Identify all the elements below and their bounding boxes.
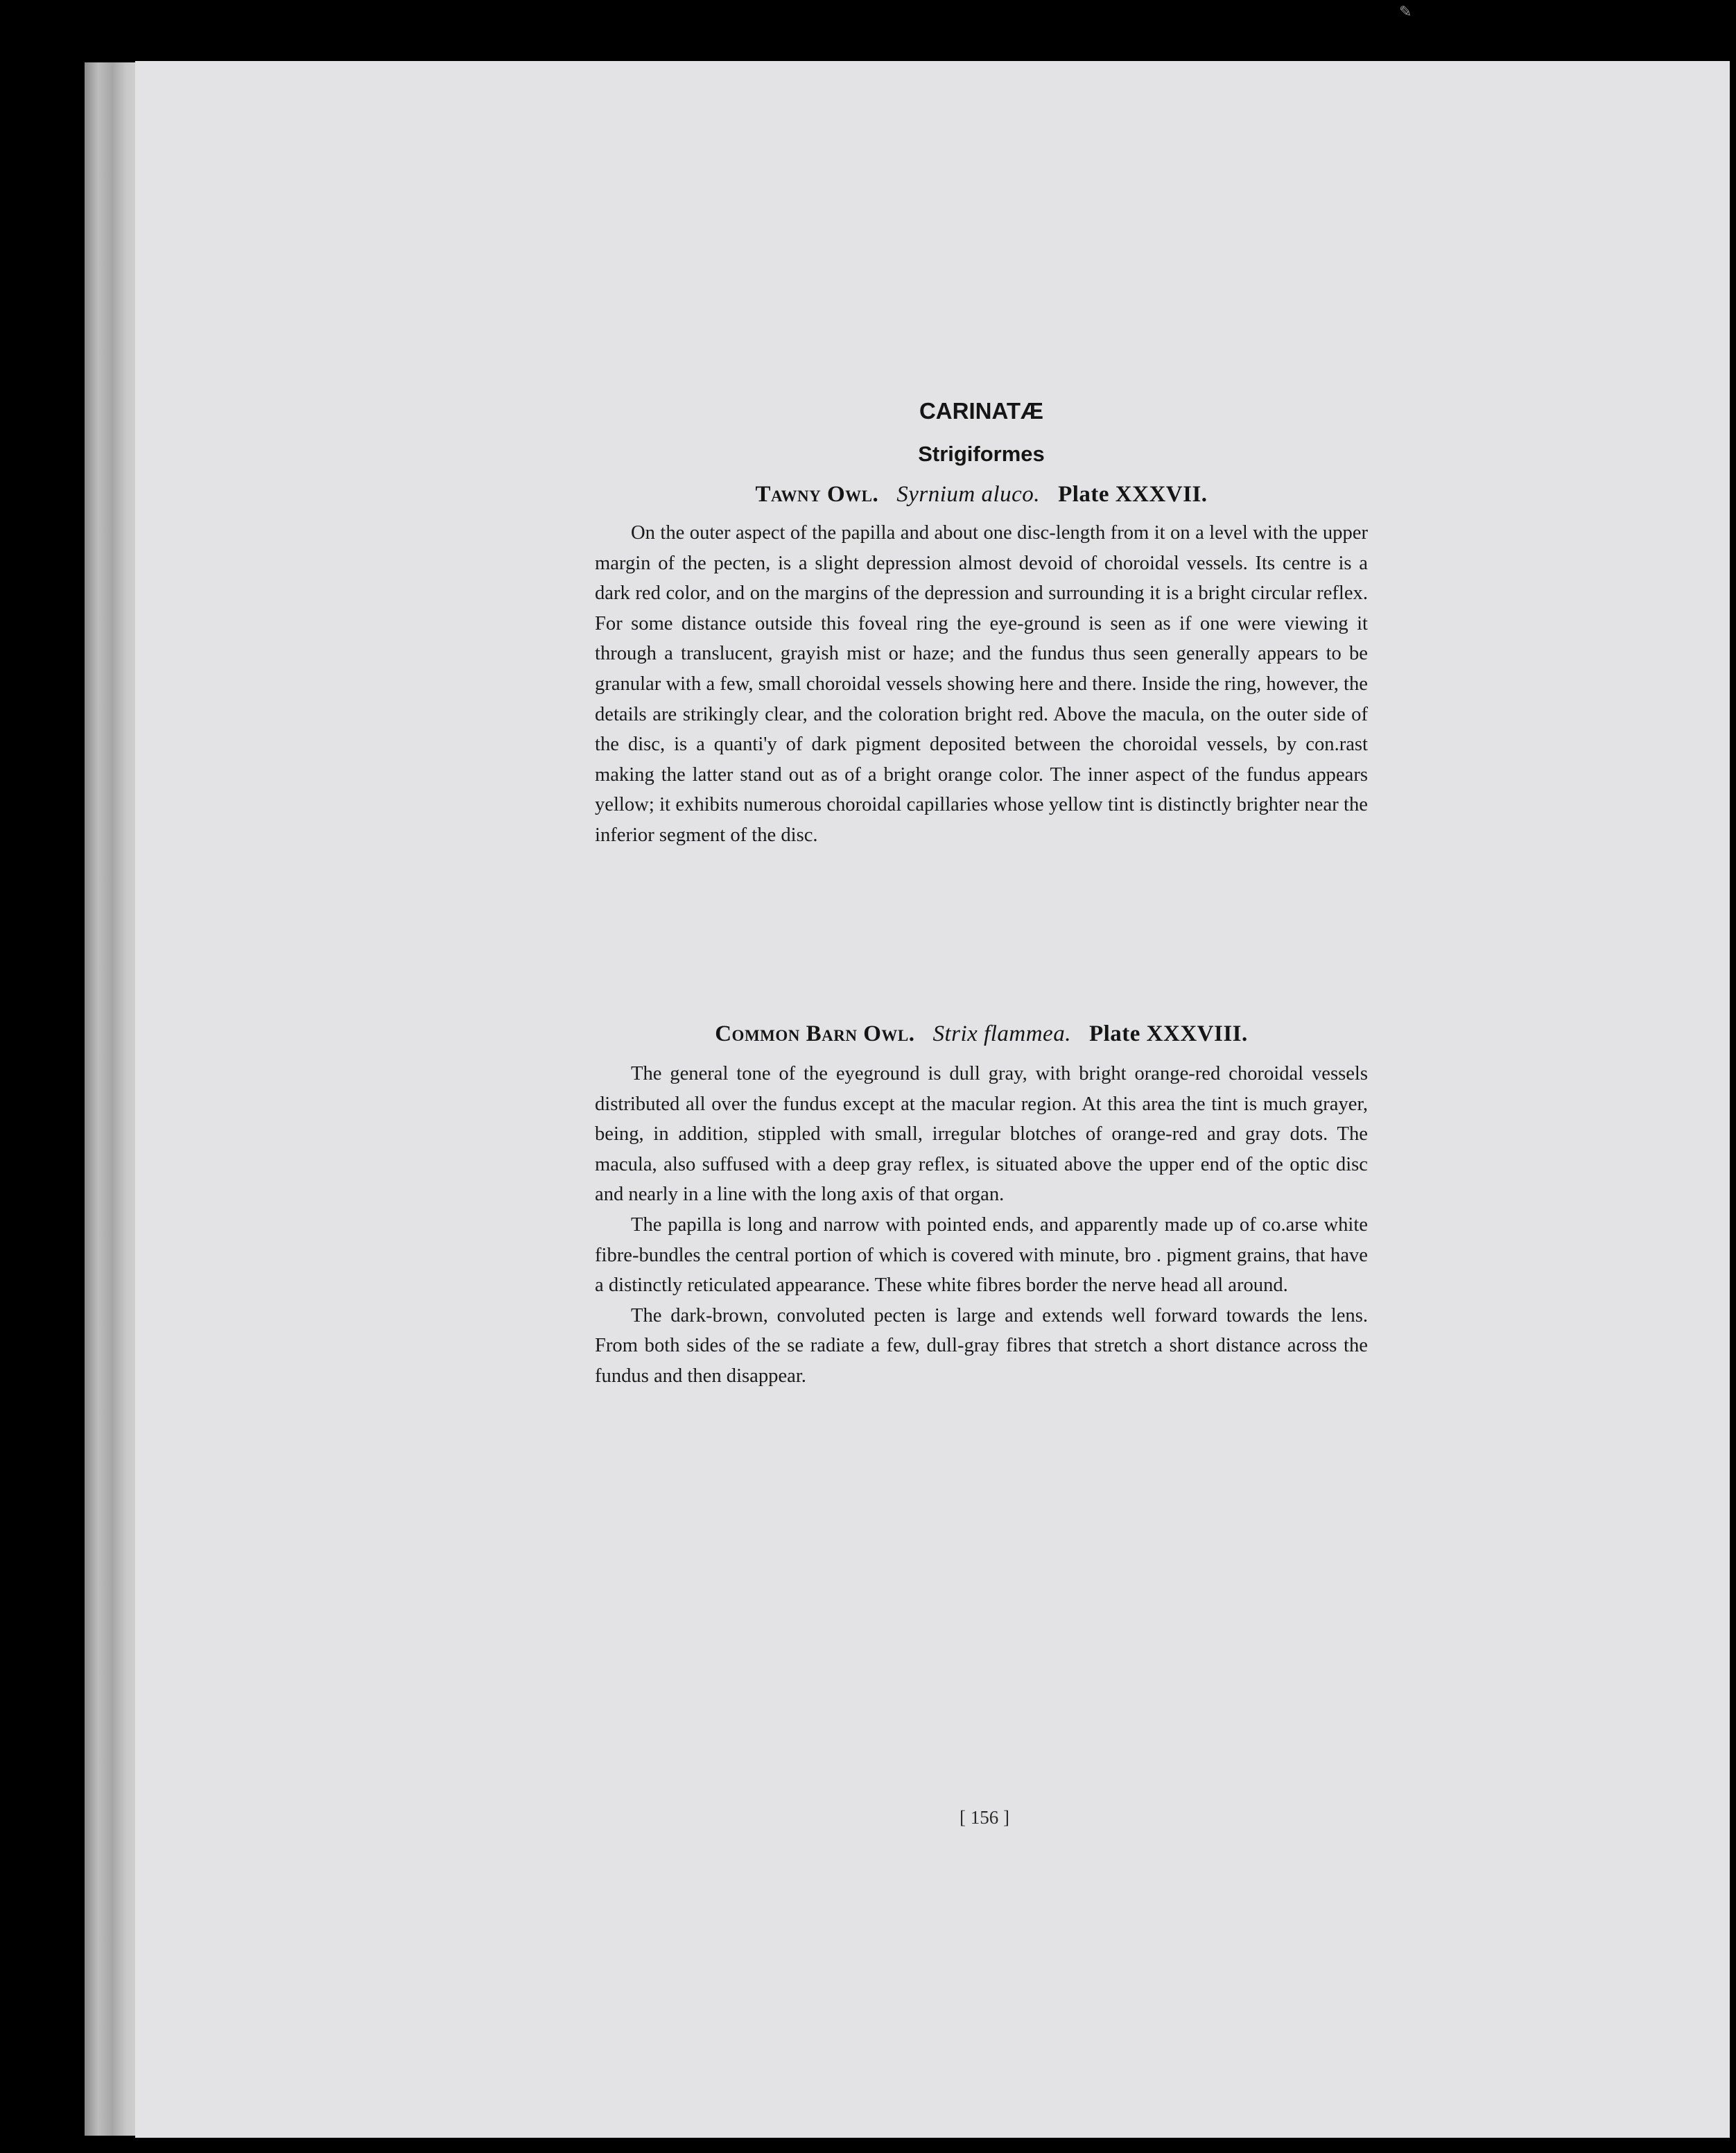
tawny-owl-latin-name: Syrnium aluco.: [896, 482, 1041, 507]
barn-owl-plate: Plate XXXVIII.: [1088, 1021, 1248, 1046]
barn-owl-heading: [595, 1018, 1368, 1050]
paragraph: The general tone of the eyeground is dull gray, with bright orange-red choroidal vessels distributed all over the fundus except at the macular region. At this area the tint is much grayer, being, in addition, stippled with small, irregular blotches of orange-red and gray dots. The macula, also suffused with a deep gray reflex, is situated above the upper end of the optic disc and nearly in a line with the long axis of that organ.: [595, 1063, 1368, 1206]
barn-owl-description: [595, 1059, 1368, 1392]
paragraph: On the outer aspect of the papilla and about one disc-length from it on a level with the upper margin of the pecten, is a slight depression almost devoid of choroidal vessels. Its centre is a dark red color, and on the margins of the depression and surrounding it is a bright circular reflex. For some distance outside this foveal ring the eye-ground is seen as if one were viewing it through a translucent, grayish mist or haze; and the fundus thus seen generally appears to be granular with a few, small choroidal vessels showing here and there. Inside the ring, however, the details are strikingly clear, and the coloration bright red. Above the macula, on the outer side of the disc, is a quanti'y of dark pigment deposited between the choroidal vessels, by con.rast making the latter stand out as of a bright orange color. The inner aspect of the fundus appears yellow; it exhibits numerous choroidal capillaries whose yellow tint is distinctly brighter near the inferior segment of the disc.: [595, 522, 1368, 846]
order-title: Strigiformes: [918, 442, 1045, 466]
tawny-owl-heading: [595, 478, 1368, 510]
section-title: CARINATÆ: [919, 398, 1044, 424]
barn-owl-latin-name: Strix flammea.: [932, 1021, 1071, 1046]
paragraph: The dark-brown, convoluted pecten is large and extends well forward towards the lens. From both sides of the se radiate a few, dull-gray fibres that stretch a short distance across the fundus and then disappear.: [595, 1304, 1368, 1387]
paragraph: The papilla is long and narrow with pointed ends, and apparently made up of co.arse white fibre-bundles the central portion of which is covered with minute, bro . pigment grains, that have a distinctly reticulated appearance. These white fibres border the nerve head all around.: [595, 1213, 1368, 1297]
tawny-owl-common-name: Tawny Owl.: [755, 482, 879, 507]
tawny-owl-description: [595, 518, 1368, 851]
tawny-owl-plate: Plate XXXVII.: [1058, 482, 1208, 507]
page-edge-stack: [85, 62, 140, 2136]
scan-artifact-mark: ✎: [1399, 3, 1412, 20]
page-number: [ 156 ]: [960, 1807, 1009, 1828]
barn-owl-common-name: Common Barn Owl.: [715, 1021, 915, 1046]
